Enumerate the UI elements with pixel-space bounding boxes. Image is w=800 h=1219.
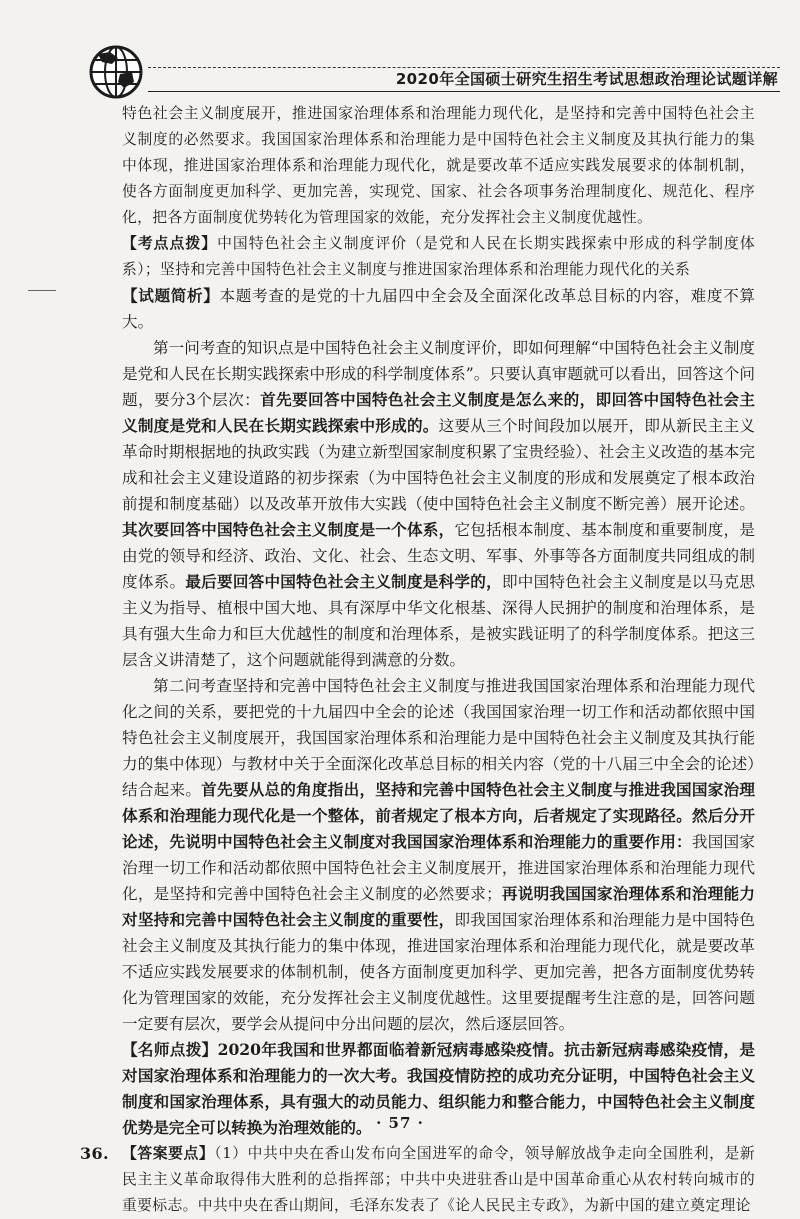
analysis-section xyxy=(122,283,755,335)
key-point-section xyxy=(122,231,755,283)
bold-run: 最后要回答中国特色社会主义制度是科学的， xyxy=(185,572,502,591)
header-title: 2020年全国硕士研究生招生考试思想政治理论试题详解 xyxy=(395,70,778,88)
question-number: 36. xyxy=(80,1144,109,1163)
question-36-answer xyxy=(80,1141,755,1219)
bold-run: 其次要回答中国特色社会主义制度是一个体系， xyxy=(122,520,455,539)
analysis-paragraph-second-question xyxy=(122,673,755,1037)
analysis-label: 【试题简析】 xyxy=(122,286,220,305)
globe-logo-icon xyxy=(88,44,144,100)
key-point-label: 【考点点拨】 xyxy=(122,235,218,252)
text-run: 即我国国家治理体系和治理能力是中国特色社会主义制度及其执行能力的集中体现，推进国家治理体系和治理能力现代化，就是要改革不适应实践发展要求的体制机制，使各方面制度更加科学、更加完善，把各方面制度优势转化为管理国家的效能，充分发挥社会主义制度优越性。这里要提醒考生注意的是，回答问题一定要有层次，要学会从提问中分出问题的层次，然后逐层回答。 xyxy=(122,911,755,1033)
bold-run: 首先要从总的角度指出，坚持和完善中国特色社会主义制度与推进我国国家治理体系和治理能力现代化是一个整体，前者规定了根本方向，后者规定了实现路径。然后分开论述，先说明中国特色社会主义制度对我国国家治理体系和治理能力的重要作用： xyxy=(122,780,755,851)
answer-points-label: 【答案要点】 xyxy=(122,1145,215,1162)
continued-answer-paragraph: 特色社会主义制度展开，推进国家治理体系和治理能力现代化，是坚持和完善中国特色社会主义制度的必然要求。我国国家治理体系和治理能力是中国特色社会主义制度及其执行能力的集中体现，推进国家治理体系和治理能力现代化，就是要改革不适应实践发展要求的体制机制，使各方面制度更加科学、更加完善，实现党、国家、社会各项事务治理制度化、规范化、程序化，把各方面制度优势转化为管理国家的效能，充分发挥社会主义制度优越性。 xyxy=(122,105,755,226)
teacher-tip-text: 2020年我国和世界都面临着新冠病毒感染疫情。抗击新冠病毒感染疫情，是对国家治理体系和治理能力的一次大考。我国疫情防控的成功充分证明，中国特色社会主义制度和国家治理体系，具有强大的动员能力、组织能力和整合能力，中国特色社会主义制度优势是完全可以转换为治理效能的。 xyxy=(122,1040,755,1137)
text-run: 即中国特色社会主义制度是以马克思主义为指导、植根中国大地、具有深厚中华文化根基、深得人民拥护的制度和治理体系，是具有强大生命力和巨大优越性的制度和治理体系，是被实践证明了的科学制度体系。把这三层含义讲清楚了，这个问题就能得到满意的分数。 xyxy=(122,573,755,669)
bold-run: 首先要回答中国特色社会主义制度是怎么来的，即回答中国特色社会主义制度是党和人民在长期实践探索中形成的。 xyxy=(122,390,755,435)
analysis-paragraph-first-question xyxy=(122,335,755,673)
page-number: · 57 · xyxy=(376,1114,424,1132)
bold-run: 再说明我国国家治理体系和治理能力对坚持和完善中国特色社会主义制度的重要性， xyxy=(122,884,755,929)
teacher-tip-label: 【名师点拨】 xyxy=(122,1040,218,1059)
key-point-text: 中国特色社会主义制度评价（是党和人民在长期实践探索中形成的科学制度体系）；坚持和完善中国特色社会主义制度与推进国家治理体系和治理能力现代化的关系 xyxy=(122,235,755,278)
header-rule xyxy=(148,91,780,92)
margin-mark xyxy=(28,290,56,291)
page-body xyxy=(80,101,755,1219)
analysis-text: 本题考查的是党的十九届四中全会及全面深化改革总目标的内容，难度不算大。 xyxy=(122,287,755,331)
text-run: 它包括根本制度、基本制度和重要制度，是由党的领导和经济、政治、文化、社会、生态文明、军事、外事等各方面制度共同组成的制度体系。 xyxy=(122,521,755,591)
text-run: 我国国家治理一切工作和活动都依照中国特色社会主义制度展开，推进国家治理体系和治理能力现代化，是坚持和完善中国特色社会主义制度的必然要求； xyxy=(122,833,755,903)
text-run: 第一问考查的知识点是中国特色社会主义制度评价，即如何理解“中国特色社会主义制度是党和人民在长期实践探索中形成的科学制度体系”。只要认真审题就可以看出，回答这个问题，要分3个层次： xyxy=(122,339,755,409)
answer-points-text: （1）中共中央在香山发布向全国进军的命令，领导解放战争走向全国胜利，是新民主主义革命取得伟大胜利的总指挥部；中共中央进驻香山是中国革命重心从农村转向城市的重要标志。中共中央在香山期间，毛泽东发表了《论人民民主专政》，为新中国的建立奠定理论 xyxy=(122,1145,755,1214)
text-run: 这要从三个时间段加以展开，即从新民主主义革命时期根据地的执政实践（为建立新型国家制度积累了宝贵经验）、社会主义改造的基本完成和社会主义建设道路的初步探索（为中国特色社会主义制度的形成和发展奠定了根本政治前提和制度基础）以及改革开放伟大实践（使中国特色社会主义制度不断完善）展开论述。 xyxy=(122,417,755,513)
text-run: 第二问考查坚持和完善中国特色社会主义制度与推进我国国家治理体系和治理能力现代化之间的关系，要把党的十九届四中全会的论述（我国国家治理一切工作和活动都依照中国特色社会主义制度展开，我国国家治理体系和治理能力是中国特色社会主义制度及其执行能力的集中体现）与教材中关于全面深化改革总目标的相关内容（党的十八届三中全会的论述）结合起来。 xyxy=(122,677,755,799)
